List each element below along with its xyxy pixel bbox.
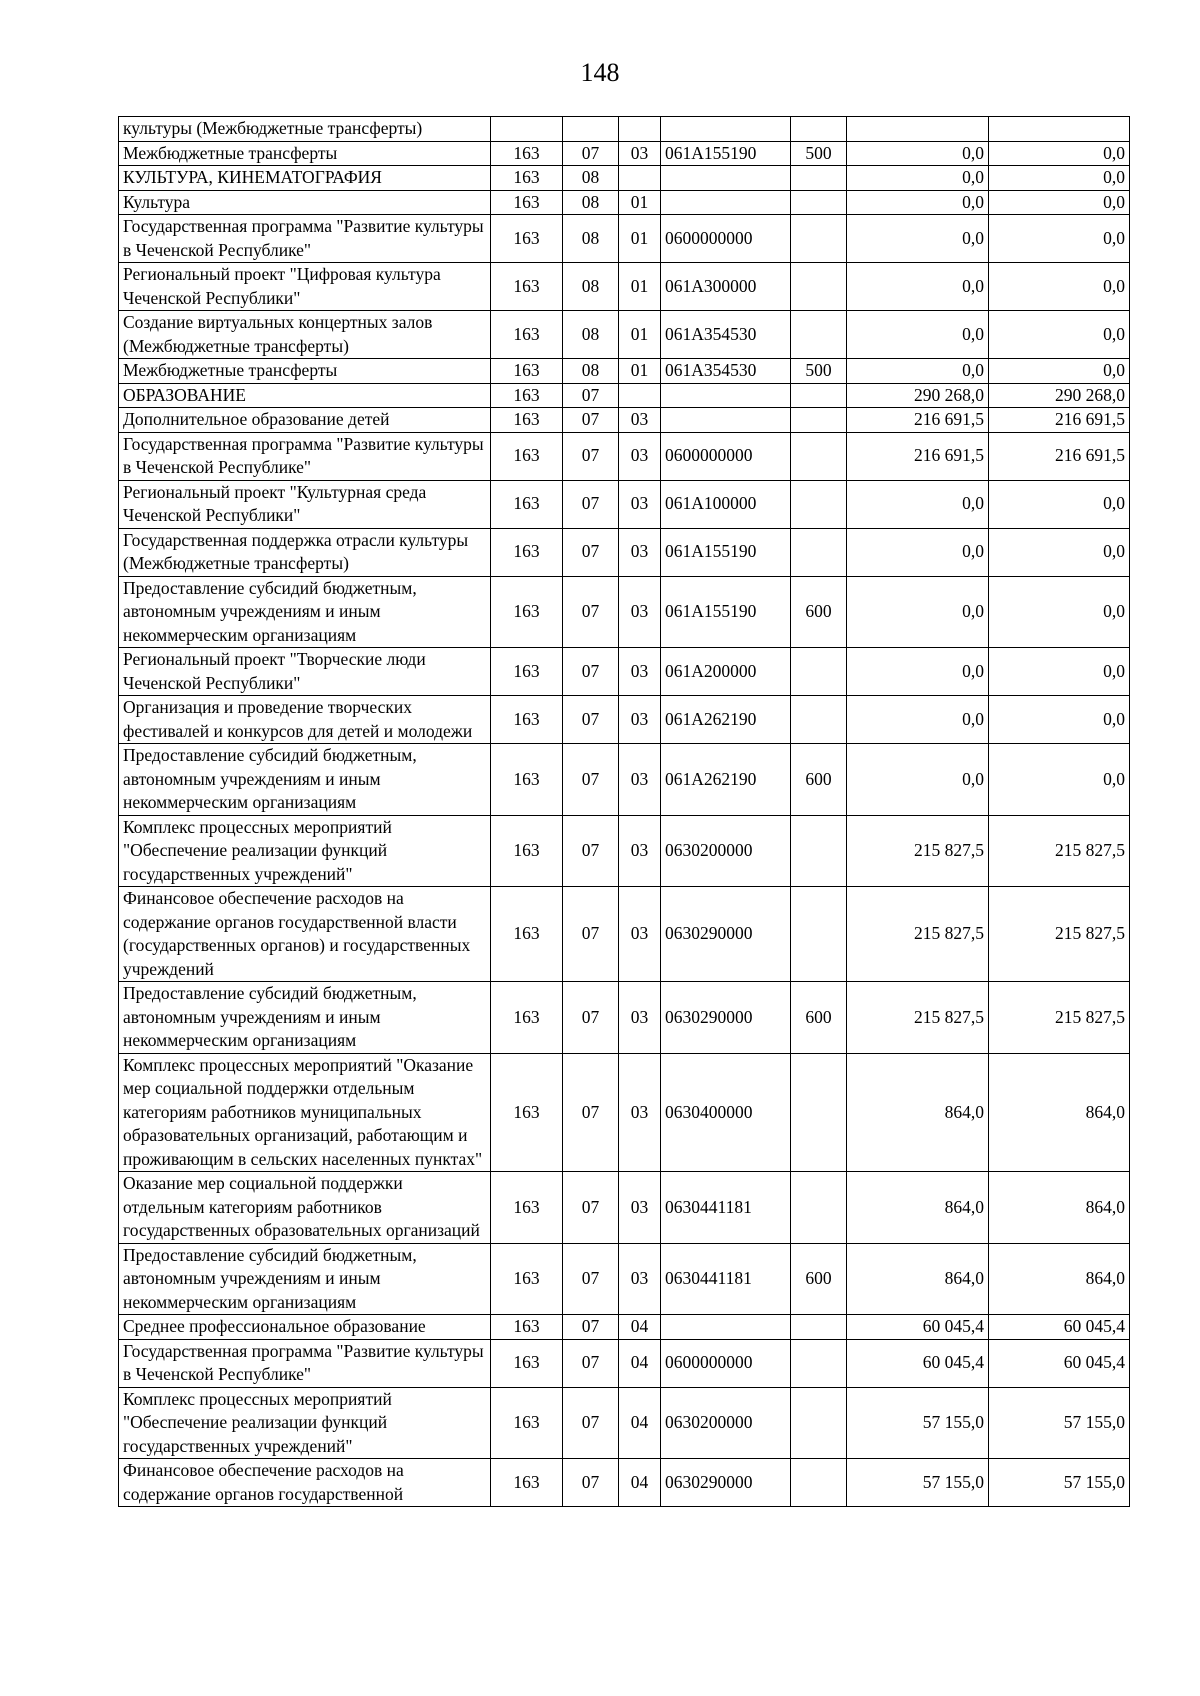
amount-year-2-cell: 0,0: [989, 576, 1130, 648]
table-row: [119, 696, 1130, 744]
expense-type-cell: [791, 166, 847, 191]
item-name-cell: Межбюджетные трансферты: [119, 359, 491, 384]
table-row: [119, 982, 1130, 1054]
subsection-code-cell: 04: [619, 1459, 661, 1507]
table-row: [119, 648, 1130, 696]
expense-type-cell: [791, 408, 847, 433]
section-code-cell: 07: [563, 1053, 619, 1172]
item-name-cell: КУЛЬТУРА, КИНЕМАТОГРАФИЯ: [119, 166, 491, 191]
subsection-code-cell: 01: [619, 359, 661, 384]
target-article-cell: 0600000000: [661, 215, 791, 263]
ministry-code-cell: 163: [491, 263, 563, 311]
expense-type-cell: [791, 887, 847, 982]
target-article-cell: 061A300000: [661, 263, 791, 311]
expense-type-cell: 500: [791, 359, 847, 384]
amount-year-2-cell: 57 155,0: [989, 1387, 1130, 1459]
target-article-cell: 061A262190: [661, 696, 791, 744]
table-row: [119, 215, 1130, 263]
ministry-code-cell: 163: [491, 1172, 563, 1244]
expense-type-cell: 600: [791, 744, 847, 816]
item-name-cell: Финансовое обеспечение расходов на содержание органов государственной власти (государственных органов) и государственных учреждений: [119, 887, 491, 982]
target-article-cell: 0600000000: [661, 1339, 791, 1387]
target-article-cell: 0630200000: [661, 815, 791, 887]
item-name-cell: Предоставление субсидий бюджетным, автономным учреждениям и иным некоммерческим организациям: [119, 576, 491, 648]
ministry-code-cell: 163: [491, 528, 563, 576]
item-name-cell: Предоставление субсидий бюджетным, автономным учреждениям и иным некоммерческим организациям: [119, 982, 491, 1054]
section-code-cell: 08: [563, 215, 619, 263]
expense-type-cell: [791, 1339, 847, 1387]
budget-table: [118, 116, 1130, 1507]
table-row: [119, 408, 1130, 433]
subsection-code-cell: 03: [619, 887, 661, 982]
table-row: [119, 744, 1130, 816]
ministry-code-cell: 163: [491, 383, 563, 408]
item-name-cell: культуры (Межбюджетные трансферты): [119, 117, 491, 142]
section-code-cell: 07: [563, 383, 619, 408]
amount-year-1-cell: 0,0: [847, 648, 989, 696]
section-code-cell: 07: [563, 744, 619, 816]
target-article-cell: 061A262190: [661, 744, 791, 816]
target-article-cell: 061A155190: [661, 141, 791, 166]
subsection-code-cell: 03: [619, 576, 661, 648]
table-row: [119, 576, 1130, 648]
ministry-code-cell: 163: [491, 480, 563, 528]
item-name-cell: Региональный проект "Цифровая культура Чеченской Республики": [119, 263, 491, 311]
expense-type-cell: 600: [791, 982, 847, 1054]
item-name-cell: Государственная программа "Развитие культуры в Чеченской Республике": [119, 215, 491, 263]
table-row: [119, 1387, 1130, 1459]
amount-year-2-cell: 0,0: [989, 190, 1130, 215]
section-code-cell: 07: [563, 408, 619, 433]
expense-type-cell: 600: [791, 1243, 847, 1315]
table-row: [119, 887, 1130, 982]
target-article-cell: 0630200000: [661, 1387, 791, 1459]
item-name-cell: Государственная поддержка отрасли культуры (Межбюджетные трансферты): [119, 528, 491, 576]
item-name-cell: Финансовое обеспечение расходов на содержание органов государственной: [119, 1459, 491, 1507]
expense-type-cell: 500: [791, 141, 847, 166]
item-name-cell: Организация и проведение творческих фестивалей и конкурсов для детей и молодежи: [119, 696, 491, 744]
section-code-cell: 07: [563, 1172, 619, 1244]
amount-year-2-cell: 216 691,5: [989, 432, 1130, 480]
expense-type-cell: [791, 383, 847, 408]
target-article-cell: 0630441181: [661, 1172, 791, 1244]
table-row: [119, 117, 1130, 142]
item-name-cell: Среднее профессиональное образование: [119, 1315, 491, 1340]
amount-year-2-cell: 0,0: [989, 480, 1130, 528]
section-code-cell: 07: [563, 480, 619, 528]
ministry-code-cell: 163: [491, 982, 563, 1054]
item-name-cell: Комплекс процессных мероприятий "Обеспечение реализации функций государственных учреждений": [119, 815, 491, 887]
subsection-code-cell: 03: [619, 1053, 661, 1172]
table-row: [119, 528, 1130, 576]
table-row: [119, 166, 1130, 191]
item-name-cell: Культура: [119, 190, 491, 215]
amount-year-1-cell: [847, 117, 989, 142]
ministry-code-cell: 163: [491, 1387, 563, 1459]
subsection-code-cell: 03: [619, 1172, 661, 1244]
section-code-cell: 07: [563, 432, 619, 480]
amount-year-1-cell: 0,0: [847, 744, 989, 816]
ministry-code-cell: 163: [491, 166, 563, 191]
expense-type-cell: [791, 1172, 847, 1244]
ministry-code-cell: 163: [491, 311, 563, 359]
item-name-cell: Создание виртуальных концертных залов (Межбюджетные трансферты): [119, 311, 491, 359]
amount-year-1-cell: 0,0: [847, 311, 989, 359]
table-row: [119, 190, 1130, 215]
expense-type-cell: [791, 311, 847, 359]
item-name-cell: Государственная программа "Развитие культуры в Чеченской Республике": [119, 432, 491, 480]
item-name-cell: ОБРАЗОВАНИЕ: [119, 383, 491, 408]
amount-year-2-cell: 0,0: [989, 648, 1130, 696]
target-article-cell: 061A155190: [661, 528, 791, 576]
section-code-cell: 08: [563, 263, 619, 311]
subsection-code-cell: 03: [619, 648, 661, 696]
ministry-code-cell: 163: [491, 1053, 563, 1172]
item-name-cell: Государственная программа "Развитие культуры в Чеченской Республике": [119, 1339, 491, 1387]
section-code-cell: 07: [563, 982, 619, 1054]
ministry-code-cell: 163: [491, 432, 563, 480]
target-article-cell: 0630290000: [661, 1459, 791, 1507]
amount-year-2-cell: 0,0: [989, 528, 1130, 576]
amount-year-2-cell: 57 155,0: [989, 1459, 1130, 1507]
table-row: [119, 1339, 1130, 1387]
table-row: [119, 1315, 1130, 1340]
section-code-cell: 08: [563, 190, 619, 215]
subsection-code-cell: 01: [619, 263, 661, 311]
expense-type-cell: [791, 263, 847, 311]
amount-year-2-cell: 0,0: [989, 744, 1130, 816]
item-name-cell: Дополнительное образование детей: [119, 408, 491, 433]
target-article-cell: 061A200000: [661, 648, 791, 696]
section-code-cell: 08: [563, 166, 619, 191]
table-row: [119, 311, 1130, 359]
ministry-code-cell: 163: [491, 190, 563, 215]
section-code-cell: 07: [563, 1459, 619, 1507]
target-article-cell: [661, 408, 791, 433]
expense-type-cell: [791, 480, 847, 528]
item-name-cell: Оказание мер социальной поддержки отдельным категориям работников государственных образовательных организаций: [119, 1172, 491, 1244]
ministry-code-cell: 163: [491, 1315, 563, 1340]
subsection-code-cell: 03: [619, 141, 661, 166]
section-code-cell: 07: [563, 648, 619, 696]
target-article-cell: 0600000000: [661, 432, 791, 480]
amount-year-1-cell: 57 155,0: [847, 1459, 989, 1507]
amount-year-1-cell: 215 827,5: [847, 982, 989, 1054]
amount-year-2-cell: 215 827,5: [989, 887, 1130, 982]
section-code-cell: 08: [563, 359, 619, 384]
section-code-cell: 07: [563, 887, 619, 982]
item-name-cell: Межбюджетные трансферты: [119, 141, 491, 166]
amount-year-1-cell: 57 155,0: [847, 1387, 989, 1459]
subsection-code-cell: 03: [619, 815, 661, 887]
amount-year-1-cell: 0,0: [847, 190, 989, 215]
ministry-code-cell: 163: [491, 1339, 563, 1387]
expense-type-cell: 600: [791, 576, 847, 648]
item-name-cell: Комплекс процессных мероприятий "Оказание мер социальной поддержки отдельным категориям работников муниципальных образовательных организаций, работающим и проживающим в сельских населенных пунктах": [119, 1053, 491, 1172]
amount-year-2-cell: 0,0: [989, 141, 1130, 166]
amount-year-2-cell: 215 827,5: [989, 982, 1130, 1054]
table-row: [119, 383, 1130, 408]
amount-year-2-cell: 864,0: [989, 1172, 1130, 1244]
amount-year-1-cell: 215 827,5: [847, 887, 989, 982]
section-code-cell: 07: [563, 1243, 619, 1315]
table-row: [119, 432, 1130, 480]
amount-year-1-cell: 864,0: [847, 1053, 989, 1172]
amount-year-1-cell: 0,0: [847, 480, 989, 528]
table-row: [119, 263, 1130, 311]
table-row: [119, 1053, 1130, 1172]
ministry-code-cell: 163: [491, 408, 563, 433]
budget-table-body: [119, 117, 1130, 1507]
subsection-code-cell: 01: [619, 311, 661, 359]
section-code-cell: 07: [563, 141, 619, 166]
amount-year-2-cell: 0,0: [989, 359, 1130, 384]
section-code-cell: 07: [563, 1387, 619, 1459]
amount-year-2-cell: 864,0: [989, 1243, 1130, 1315]
subsection-code-cell: 01: [619, 215, 661, 263]
subsection-code-cell: 03: [619, 982, 661, 1054]
target-article-cell: 0630441181: [661, 1243, 791, 1315]
target-article-cell: 061A100000: [661, 480, 791, 528]
subsection-code-cell: 03: [619, 480, 661, 528]
subsection-code-cell: 03: [619, 696, 661, 744]
amount-year-2-cell: 290 268,0: [989, 383, 1130, 408]
target-article-cell: [661, 117, 791, 142]
section-code-cell: [563, 117, 619, 142]
target-article-cell: 0630290000: [661, 887, 791, 982]
expense-type-cell: [791, 648, 847, 696]
target-article-cell: 0630400000: [661, 1053, 791, 1172]
subsection-code-cell: [619, 117, 661, 142]
subsection-code-cell: [619, 383, 661, 408]
target-article-cell: [661, 166, 791, 191]
ministry-code-cell: 163: [491, 141, 563, 166]
section-code-cell: 07: [563, 528, 619, 576]
amount-year-2-cell: 215 827,5: [989, 815, 1130, 887]
ministry-code-cell: 163: [491, 1459, 563, 1507]
item-name-cell: Предоставление субсидий бюджетным, автономным учреждениям и иным некоммерческим организациям: [119, 744, 491, 816]
ministry-code-cell: 163: [491, 648, 563, 696]
ministry-code-cell: 163: [491, 576, 563, 648]
amount-year-2-cell: 0,0: [989, 696, 1130, 744]
table-row: [119, 1459, 1130, 1507]
expense-type-cell: [791, 1053, 847, 1172]
amount-year-1-cell: 0,0: [847, 696, 989, 744]
table-row: [119, 359, 1130, 384]
amount-year-2-cell: 60 045,4: [989, 1315, 1130, 1340]
amount-year-2-cell: 60 045,4: [989, 1339, 1130, 1387]
expense-type-cell: [791, 1387, 847, 1459]
amount-year-1-cell: 216 691,5: [847, 432, 989, 480]
target-article-cell: 0630290000: [661, 982, 791, 1054]
item-name-cell: Предоставление субсидий бюджетным, автономным учреждениям и иным некоммерческим организациям: [119, 1243, 491, 1315]
expense-type-cell: [791, 528, 847, 576]
subsection-code-cell: 04: [619, 1339, 661, 1387]
amount-year-1-cell: 0,0: [847, 263, 989, 311]
amount-year-1-cell: 0,0: [847, 215, 989, 263]
amount-year-2-cell: 0,0: [989, 263, 1130, 311]
section-code-cell: 08: [563, 311, 619, 359]
section-code-cell: 07: [563, 696, 619, 744]
expense-type-cell: [791, 432, 847, 480]
expense-type-cell: [791, 215, 847, 263]
ministry-code-cell: 163: [491, 359, 563, 384]
amount-year-1-cell: 864,0: [847, 1243, 989, 1315]
target-article-cell: 061A155190: [661, 576, 791, 648]
amount-year-1-cell: 215 827,5: [847, 815, 989, 887]
ministry-code-cell: 163: [491, 744, 563, 816]
table-row: [119, 1243, 1130, 1315]
ministry-code-cell: 163: [491, 1243, 563, 1315]
page-number: 148: [580, 58, 620, 87]
expense-type-cell: [791, 1459, 847, 1507]
table-row: [119, 480, 1130, 528]
amount-year-1-cell: 60 045,4: [847, 1339, 989, 1387]
target-article-cell: [661, 1315, 791, 1340]
amount-year-2-cell: 0,0: [989, 311, 1130, 359]
ministry-code-cell: 163: [491, 696, 563, 744]
subsection-code-cell: 03: [619, 744, 661, 816]
ministry-code-cell: 163: [491, 815, 563, 887]
section-code-cell: 07: [563, 1339, 619, 1387]
expense-type-cell: [791, 815, 847, 887]
item-name-cell: Комплекс процессных мероприятий "Обеспечение реализации функций государственных учреждений": [119, 1387, 491, 1459]
section-code-cell: 07: [563, 815, 619, 887]
subsection-code-cell: [619, 166, 661, 191]
item-name-cell: Региональный проект "Творческие люди Чеченской Республики": [119, 648, 491, 696]
subsection-code-cell: 03: [619, 432, 661, 480]
subsection-code-cell: 03: [619, 1243, 661, 1315]
ministry-code-cell: 163: [491, 887, 563, 982]
ministry-code-cell: [491, 117, 563, 142]
section-code-cell: 07: [563, 1315, 619, 1340]
amount-year-1-cell: 60 045,4: [847, 1315, 989, 1340]
amount-year-1-cell: 0,0: [847, 166, 989, 191]
target-article-cell: [661, 383, 791, 408]
amount-year-2-cell: 0,0: [989, 166, 1130, 191]
table-row: [119, 815, 1130, 887]
expense-type-cell: [791, 696, 847, 744]
expense-type-cell: [791, 117, 847, 142]
section-code-cell: 07: [563, 576, 619, 648]
amount-year-2-cell: 864,0: [989, 1053, 1130, 1172]
ministry-code-cell: 163: [491, 215, 563, 263]
amount-year-1-cell: 216 691,5: [847, 408, 989, 433]
subsection-code-cell: 03: [619, 408, 661, 433]
amount-year-2-cell: 0,0: [989, 215, 1130, 263]
subsection-code-cell: 03: [619, 528, 661, 576]
amount-year-1-cell: 0,0: [847, 359, 989, 384]
amount-year-1-cell: 0,0: [847, 576, 989, 648]
subsection-code-cell: 04: [619, 1315, 661, 1340]
subsection-code-cell: 04: [619, 1387, 661, 1459]
amount-year-1-cell: 0,0: [847, 141, 989, 166]
amount-year-1-cell: 290 268,0: [847, 383, 989, 408]
amount-year-1-cell: 0,0: [847, 528, 989, 576]
subsection-code-cell: 01: [619, 190, 661, 215]
item-name-cell: Региональный проект "Культурная среда Чеченской Республики": [119, 480, 491, 528]
amount-year-2-cell: [989, 117, 1130, 142]
target-article-cell: 061A354530: [661, 311, 791, 359]
amount-year-1-cell: 864,0: [847, 1172, 989, 1244]
expense-type-cell: [791, 1315, 847, 1340]
table-row: [119, 141, 1130, 166]
expense-type-cell: [791, 190, 847, 215]
target-article-cell: [661, 190, 791, 215]
target-article-cell: 061A354530: [661, 359, 791, 384]
table-row: [119, 1172, 1130, 1244]
amount-year-2-cell: 216 691,5: [989, 408, 1130, 433]
